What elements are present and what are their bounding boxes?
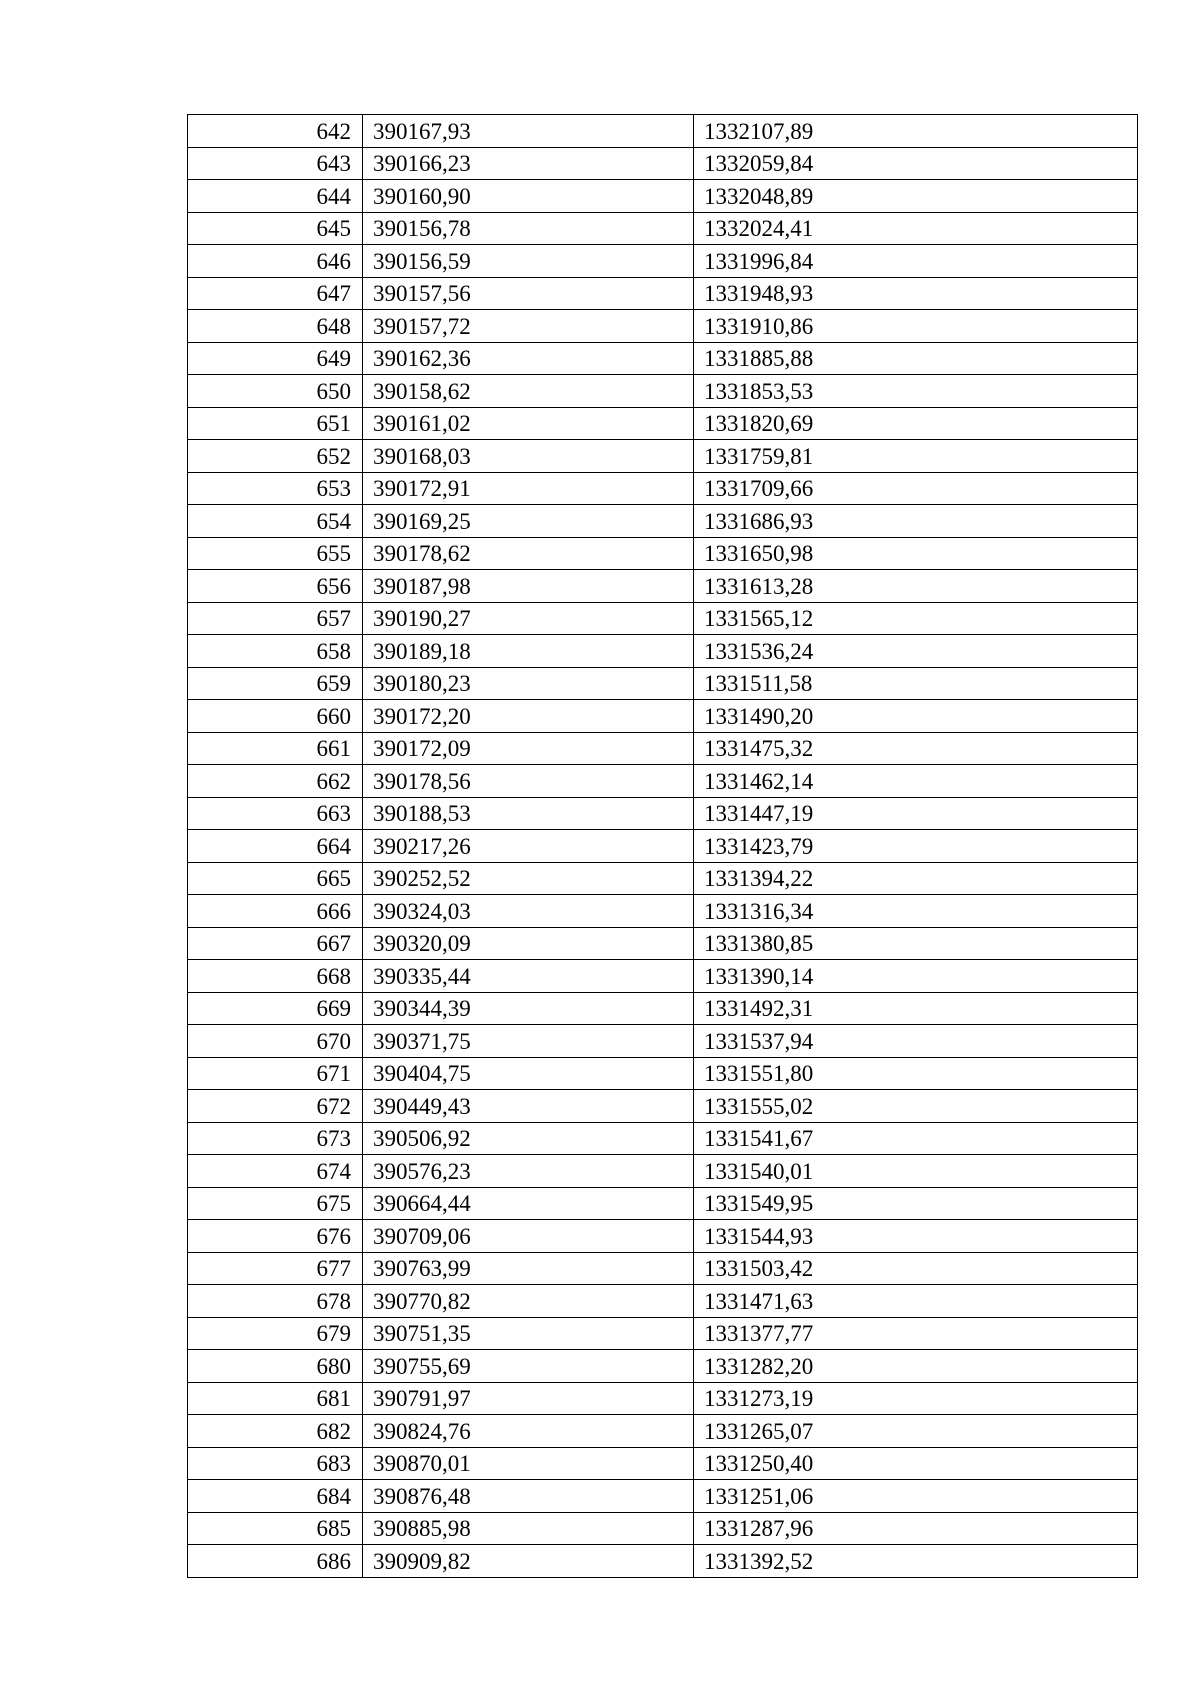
point-number-cell: 665: [188, 862, 363, 895]
table-row: [188, 1025, 1138, 1058]
y-coordinate-cell: 1331544,93: [694, 1220, 1138, 1253]
point-number-cell: 656: [188, 570, 363, 603]
point-number-cell: 669: [188, 992, 363, 1025]
x-coordinate-cell: 390172,20: [363, 700, 694, 733]
y-coordinate-cell: 1331316,34: [694, 895, 1138, 928]
table-row: [188, 602, 1138, 635]
x-coordinate-cell: 390252,52: [363, 862, 694, 895]
x-coordinate-cell: 390189,18: [363, 635, 694, 668]
x-coordinate-cell: 390371,75: [363, 1025, 694, 1058]
table-row: [188, 1285, 1138, 1318]
x-coordinate-cell: 390755,69: [363, 1350, 694, 1383]
point-number-cell: 652: [188, 440, 363, 473]
table-row: [188, 1057, 1138, 1090]
y-coordinate-cell: 1332107,89: [694, 115, 1138, 148]
table-row: [188, 212, 1138, 245]
table-row: [188, 960, 1138, 993]
table-row: [188, 1382, 1138, 1415]
y-coordinate-cell: 1331282,20: [694, 1350, 1138, 1383]
table-row: [188, 537, 1138, 570]
point-number-cell: 648: [188, 310, 363, 343]
y-coordinate-cell: 1332024,41: [694, 212, 1138, 245]
table-row: [188, 1480, 1138, 1513]
table-row: [188, 667, 1138, 700]
table-row: [188, 1512, 1138, 1545]
table-row: [188, 115, 1138, 148]
y-coordinate-cell: 1331273,19: [694, 1382, 1138, 1415]
point-number-cell: 667: [188, 927, 363, 960]
table-row: [188, 1350, 1138, 1383]
table-row: [188, 1317, 1138, 1350]
x-coordinate-cell: 390190,27: [363, 602, 694, 635]
point-number-cell: 644: [188, 180, 363, 213]
table-row: [188, 1155, 1138, 1188]
point-number-cell: 651: [188, 407, 363, 440]
point-number-cell: 681: [188, 1382, 363, 1415]
y-coordinate-cell: 1331492,31: [694, 992, 1138, 1025]
x-coordinate-cell: 390344,39: [363, 992, 694, 1025]
table-row: [188, 700, 1138, 733]
y-coordinate-cell: 1331709,66: [694, 472, 1138, 505]
y-coordinate-cell: 1331392,52: [694, 1545, 1138, 1578]
point-number-cell: 642: [188, 115, 363, 148]
point-number-cell: 666: [188, 895, 363, 928]
point-number-cell: 685: [188, 1512, 363, 1545]
x-coordinate-cell: 390178,56: [363, 765, 694, 798]
y-coordinate-cell: 1331686,93: [694, 505, 1138, 538]
x-coordinate-cell: 390156,59: [363, 245, 694, 278]
point-number-cell: 664: [188, 830, 363, 863]
y-coordinate-cell: 1331475,32: [694, 732, 1138, 765]
point-number-cell: 682: [188, 1415, 363, 1448]
table-row: [188, 1220, 1138, 1253]
x-coordinate-cell: 390870,01: [363, 1447, 694, 1480]
x-coordinate-cell: 390335,44: [363, 960, 694, 993]
x-coordinate-cell: 390157,56: [363, 277, 694, 310]
point-number-cell: 679: [188, 1317, 363, 1350]
point-number-cell: 686: [188, 1545, 363, 1578]
table-row: [188, 992, 1138, 1025]
table-row: [188, 505, 1138, 538]
table-row: [188, 732, 1138, 765]
coordinates-table-body: [188, 115, 1138, 1578]
x-coordinate-cell: 390824,76: [363, 1415, 694, 1448]
table-row: [188, 765, 1138, 798]
y-coordinate-cell: 1331820,69: [694, 407, 1138, 440]
y-coordinate-cell: 1331996,84: [694, 245, 1138, 278]
point-number-cell: 647: [188, 277, 363, 310]
x-coordinate-cell: 390169,25: [363, 505, 694, 538]
table-row: [188, 147, 1138, 180]
y-coordinate-cell: 1332048,89: [694, 180, 1138, 213]
x-coordinate-cell: 390158,62: [363, 375, 694, 408]
y-coordinate-cell: 1331251,06: [694, 1480, 1138, 1513]
table-row: [188, 1122, 1138, 1155]
y-coordinate-cell: 1331490,20: [694, 700, 1138, 733]
point-number-cell: 650: [188, 375, 363, 408]
table-row: [188, 375, 1138, 408]
table-row: [188, 570, 1138, 603]
point-number-cell: 673: [188, 1122, 363, 1155]
x-coordinate-cell: 390188,53: [363, 797, 694, 830]
point-number-cell: 668: [188, 960, 363, 993]
point-number-cell: 645: [188, 212, 363, 245]
point-number-cell: 663: [188, 797, 363, 830]
table-row: [188, 277, 1138, 310]
y-coordinate-cell: 1331380,85: [694, 927, 1138, 960]
table-row: [188, 472, 1138, 505]
table-row: [188, 180, 1138, 213]
point-number-cell: 653: [188, 472, 363, 505]
x-coordinate-cell: 390709,06: [363, 1220, 694, 1253]
point-number-cell: 657: [188, 602, 363, 635]
y-coordinate-cell: 1331250,40: [694, 1447, 1138, 1480]
y-coordinate-cell: 1331447,19: [694, 797, 1138, 830]
x-coordinate-cell: 390168,03: [363, 440, 694, 473]
point-number-cell: 649: [188, 342, 363, 375]
point-number-cell: 659: [188, 667, 363, 700]
point-number-cell: 671: [188, 1057, 363, 1090]
x-coordinate-cell: 390166,23: [363, 147, 694, 180]
point-number-cell: 683: [188, 1447, 363, 1480]
y-coordinate-cell: 1331565,12: [694, 602, 1138, 635]
table-row: [188, 635, 1138, 668]
y-coordinate-cell: 1331650,98: [694, 537, 1138, 570]
point-number-cell: 658: [188, 635, 363, 668]
point-number-cell: 660: [188, 700, 363, 733]
y-coordinate-cell: 1331885,88: [694, 342, 1138, 375]
point-number-cell: 684: [188, 1480, 363, 1513]
y-coordinate-cell: 1331537,94: [694, 1025, 1138, 1058]
x-coordinate-cell: 390320,09: [363, 927, 694, 960]
x-coordinate-cell: 390160,90: [363, 180, 694, 213]
x-coordinate-cell: 390187,98: [363, 570, 694, 603]
x-coordinate-cell: 390664,44: [363, 1187, 694, 1220]
y-coordinate-cell: 1331377,77: [694, 1317, 1138, 1350]
y-coordinate-cell: 1331536,24: [694, 635, 1138, 668]
y-coordinate-cell: 1331555,02: [694, 1090, 1138, 1123]
x-coordinate-cell: 390909,82: [363, 1545, 694, 1578]
table-row: [188, 1187, 1138, 1220]
point-number-cell: 677: [188, 1252, 363, 1285]
table-row: [188, 927, 1138, 960]
x-coordinate-cell: 390404,75: [363, 1057, 694, 1090]
point-number-cell: 674: [188, 1155, 363, 1188]
y-coordinate-cell: 1331471,63: [694, 1285, 1138, 1318]
table-row: [188, 245, 1138, 278]
x-coordinate-cell: 390791,97: [363, 1382, 694, 1415]
y-coordinate-cell: 1331759,81: [694, 440, 1138, 473]
point-number-cell: 675: [188, 1187, 363, 1220]
x-coordinate-cell: 390751,35: [363, 1317, 694, 1350]
table-row: [188, 830, 1138, 863]
point-number-cell: 643: [188, 147, 363, 180]
x-coordinate-cell: 390157,72: [363, 310, 694, 343]
table-row: [188, 440, 1138, 473]
y-coordinate-cell: 1331462,14: [694, 765, 1138, 798]
point-number-cell: 680: [188, 1350, 363, 1383]
x-coordinate-cell: 390156,78: [363, 212, 694, 245]
point-number-cell: 646: [188, 245, 363, 278]
x-coordinate-cell: 390876,48: [363, 1480, 694, 1513]
x-coordinate-cell: 390449,43: [363, 1090, 694, 1123]
y-coordinate-cell: 1331423,79: [694, 830, 1138, 863]
y-coordinate-cell: 1331390,14: [694, 960, 1138, 993]
point-number-cell: 661: [188, 732, 363, 765]
x-coordinate-cell: 390576,23: [363, 1155, 694, 1188]
x-coordinate-cell: 390324,03: [363, 895, 694, 928]
y-coordinate-cell: 1331394,22: [694, 862, 1138, 895]
y-coordinate-cell: 1331853,53: [694, 375, 1138, 408]
table-row: [188, 1415, 1138, 1448]
table-row: [188, 310, 1138, 343]
x-coordinate-cell: 390162,36: [363, 342, 694, 375]
table-row: [188, 1545, 1138, 1578]
table-row: [188, 895, 1138, 928]
table-row: [188, 862, 1138, 895]
point-number-cell: 655: [188, 537, 363, 570]
point-number-cell: 670: [188, 1025, 363, 1058]
point-number-cell: 654: [188, 505, 363, 538]
table-row: [188, 342, 1138, 375]
x-coordinate-cell: 390770,82: [363, 1285, 694, 1318]
x-coordinate-cell: 390885,98: [363, 1512, 694, 1545]
y-coordinate-cell: 1331551,80: [694, 1057, 1138, 1090]
x-coordinate-cell: 390167,93: [363, 115, 694, 148]
y-coordinate-cell: 1331541,67: [694, 1122, 1138, 1155]
coordinates-table: [187, 114, 1138, 1578]
table-row: [188, 1447, 1138, 1480]
y-coordinate-cell: 1331948,93: [694, 277, 1138, 310]
table-row: [188, 797, 1138, 830]
table-row: [188, 1090, 1138, 1123]
y-coordinate-cell: 1331549,95: [694, 1187, 1138, 1220]
y-coordinate-cell: 1331503,42: [694, 1252, 1138, 1285]
x-coordinate-cell: 390172,91: [363, 472, 694, 505]
y-coordinate-cell: 1331511,58: [694, 667, 1138, 700]
y-coordinate-cell: 1332059,84: [694, 147, 1138, 180]
y-coordinate-cell: 1331287,96: [694, 1512, 1138, 1545]
point-number-cell: 662: [188, 765, 363, 798]
y-coordinate-cell: 1331910,86: [694, 310, 1138, 343]
table-row: [188, 407, 1138, 440]
x-coordinate-cell: 390180,23: [363, 667, 694, 700]
y-coordinate-cell: 1331540,01: [694, 1155, 1138, 1188]
x-coordinate-cell: 390217,26: [363, 830, 694, 863]
x-coordinate-cell: 390763,99: [363, 1252, 694, 1285]
x-coordinate-cell: 390178,62: [363, 537, 694, 570]
point-number-cell: 678: [188, 1285, 363, 1318]
table-row: [188, 1252, 1138, 1285]
x-coordinate-cell: 390161,02: [363, 407, 694, 440]
point-number-cell: 676: [188, 1220, 363, 1253]
point-number-cell: 672: [188, 1090, 363, 1123]
y-coordinate-cell: 1331613,28: [694, 570, 1138, 603]
y-coordinate-cell: 1331265,07: [694, 1415, 1138, 1448]
x-coordinate-cell: 390506,92: [363, 1122, 694, 1155]
x-coordinate-cell: 390172,09: [363, 732, 694, 765]
